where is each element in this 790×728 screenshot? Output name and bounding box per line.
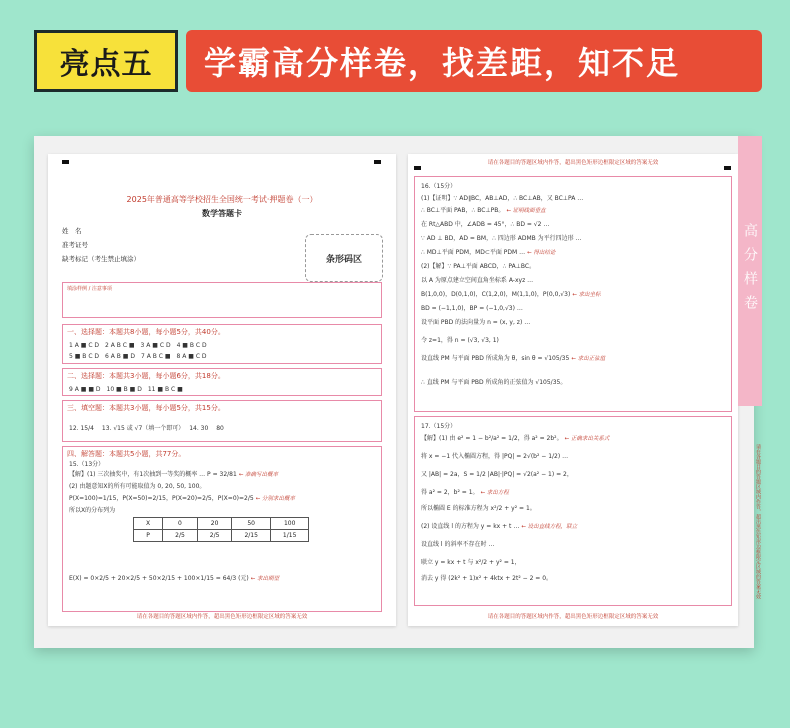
section-choice: 一、选择题：本题共8小题，每小题5分，共40分。 1 A ■ C D 2 A B C ■ 3 A ■ C D 4 ■ B C D 5 ■ B C D 6 A B ■ D 7 A B C ■ 8 A ■ C D <box>62 324 382 364</box>
corner-mark <box>374 160 381 164</box>
id-field: 准考证号 <box>62 241 88 249</box>
section-multi: 二、选择题：本题共3小题，每小题6分，共18分。 9 A ■ ■ D 10 ■ B ■ D 11 ■ B C ■ <box>62 368 382 396</box>
corner-mark <box>62 160 69 164</box>
question-16: 16.（15分） (1)【证明】∵ AD∥BC，AB⊥AD，∴ BC⊥AB，又 BC⊥PA … ∴ BC⊥平面 PAB，∴ BC⊥PB。 ← 证明线面垂直 在 Rt△ABD 中，∠ADB = 45°，∴ BD = √2 … ∵ AD ⊥ BD，AD = BM，∴ 四边形 ADMB 为平行四边形 … ∴ MD⊥平面 PDM，MD⊂平面 PDM … ← 得出结论 (2)【解】∵ PA⊥平面 ABCD，∴ PA⊥BC。 以 A 为原点建立空间直角坐标系 A-xyz … B(1,0,0)，D(0,1,0)，C(1,2,0)，M(1,1,0)，P(0,0,√3) ← 求出坐标 BD = (−1,1,0)，BP = (−1,0,√3) … 设平面 PBD 的法向量为 n = (x, y, z) … 令 z=1，得 n = (√3, √3, 1) 设直线 PM 与平面 PBD 所成角为 θ，sin θ = √105/35 ← 求出正弦值 ∴ 直线 PM 与平面 PBD 所成角的正弦值为 √105/35。 <box>414 176 732 412</box>
left-footer: 请在各题目的答题区域内作答，超出黑色矩形边框限定区域的答案无效 <box>136 614 308 620</box>
highlight-badge: 亮点五 <box>34 30 178 92</box>
absence-mark: 缺考标记（考生禁止填涂） <box>62 255 140 263</box>
card-title: 数学答题卡 <box>202 209 242 218</box>
section-solution: 四、解答题：本题共5小题，共77分。 15.（13分） 【解】(1) 三次抽奖中，有1次抽到一等奖的概率 … P = 32/81 ← 准确写出概率 (2) 由题意知X的所有可能取值为 0, 20, 50, 100。 P(X=100)=1/15，P(X=50)=2/15，P(X=20)=2/5，P(X=0)=2/5 ← 分别求出概率 所以X的分布列为 X 0 20 50 100 P 2/5 2/5 2/15 1/15 E(X) = 0×2/5 + 20×2/5 + 50×2/15 + 100×1/15 = 64/3 (元) ← 求出期望 <box>62 446 382 612</box>
exam-title: 2025年普通高等学校招生全国统一考试·押题卷（一） <box>126 195 318 204</box>
slogan-banner: 学霸高分样卷，找差距，知不足 <box>186 30 762 92</box>
left-answer-page <box>48 154 396 626</box>
distribution-table: X 0 20 50 100 P 2/5 2/5 2/15 1/15 <box>133 517 309 542</box>
side-note: 请在各题目的答题区域内作答，超出黑色矩形边框限定区域的答案无效 <box>755 443 761 599</box>
right-answer-page <box>408 154 738 626</box>
notice-box: 填涂样例 / 注意事项 <box>62 282 382 318</box>
right-tip: 请在各题目的答题区域内作答，超出黑色矩形边框限定区域的答案无效 <box>487 160 659 166</box>
question-17: 17.（15分） 【解】(1) 由 e² = 1 − b²/a² = 1/2，得 a² = 2b²。 ← 正确求出关系式 将 x = −1 代入椭圆方程，得 |PQ| = 2√(b² − 1/2) … 又 |AB| = 2a，S = 1/2 |AB|·|PQ| = √2(a² − 1) = 2， 得 a² = 2，b² = 1。 ← 求出方程 所以椭圆 E 的标准方程为 x²/2 + y² = 1。 (2) 设直线 l 的方程为 y = kx + t … ← 设出直线方程，联立 设直线 l 的斜率不存在时 … 联立 y = kx + t 与 x²/2 + y² = 1， 消去 y 得 (2k² + 1)x² + 4ktx + 2t² − 2 = 0。 <box>414 416 732 606</box>
name-field: 姓 名 <box>62 227 82 235</box>
answer-sheet-spread <box>34 136 761 648</box>
corner-mark <box>414 166 421 170</box>
side-label: 高分样卷 <box>738 136 762 406</box>
right-footer: 请在各题目的答题区域内作答，超出黑色矩形边框限定区域的答案无效 <box>487 614 659 620</box>
barcode-area: 条形码区 <box>305 234 383 282</box>
section-fill: 三、填空题：本题共3小题，每小题5分，共15分。 12. 15/4 13. √15 或 √7（填一个即可） 14. 30 80 <box>62 400 382 442</box>
corner-mark <box>724 166 731 170</box>
